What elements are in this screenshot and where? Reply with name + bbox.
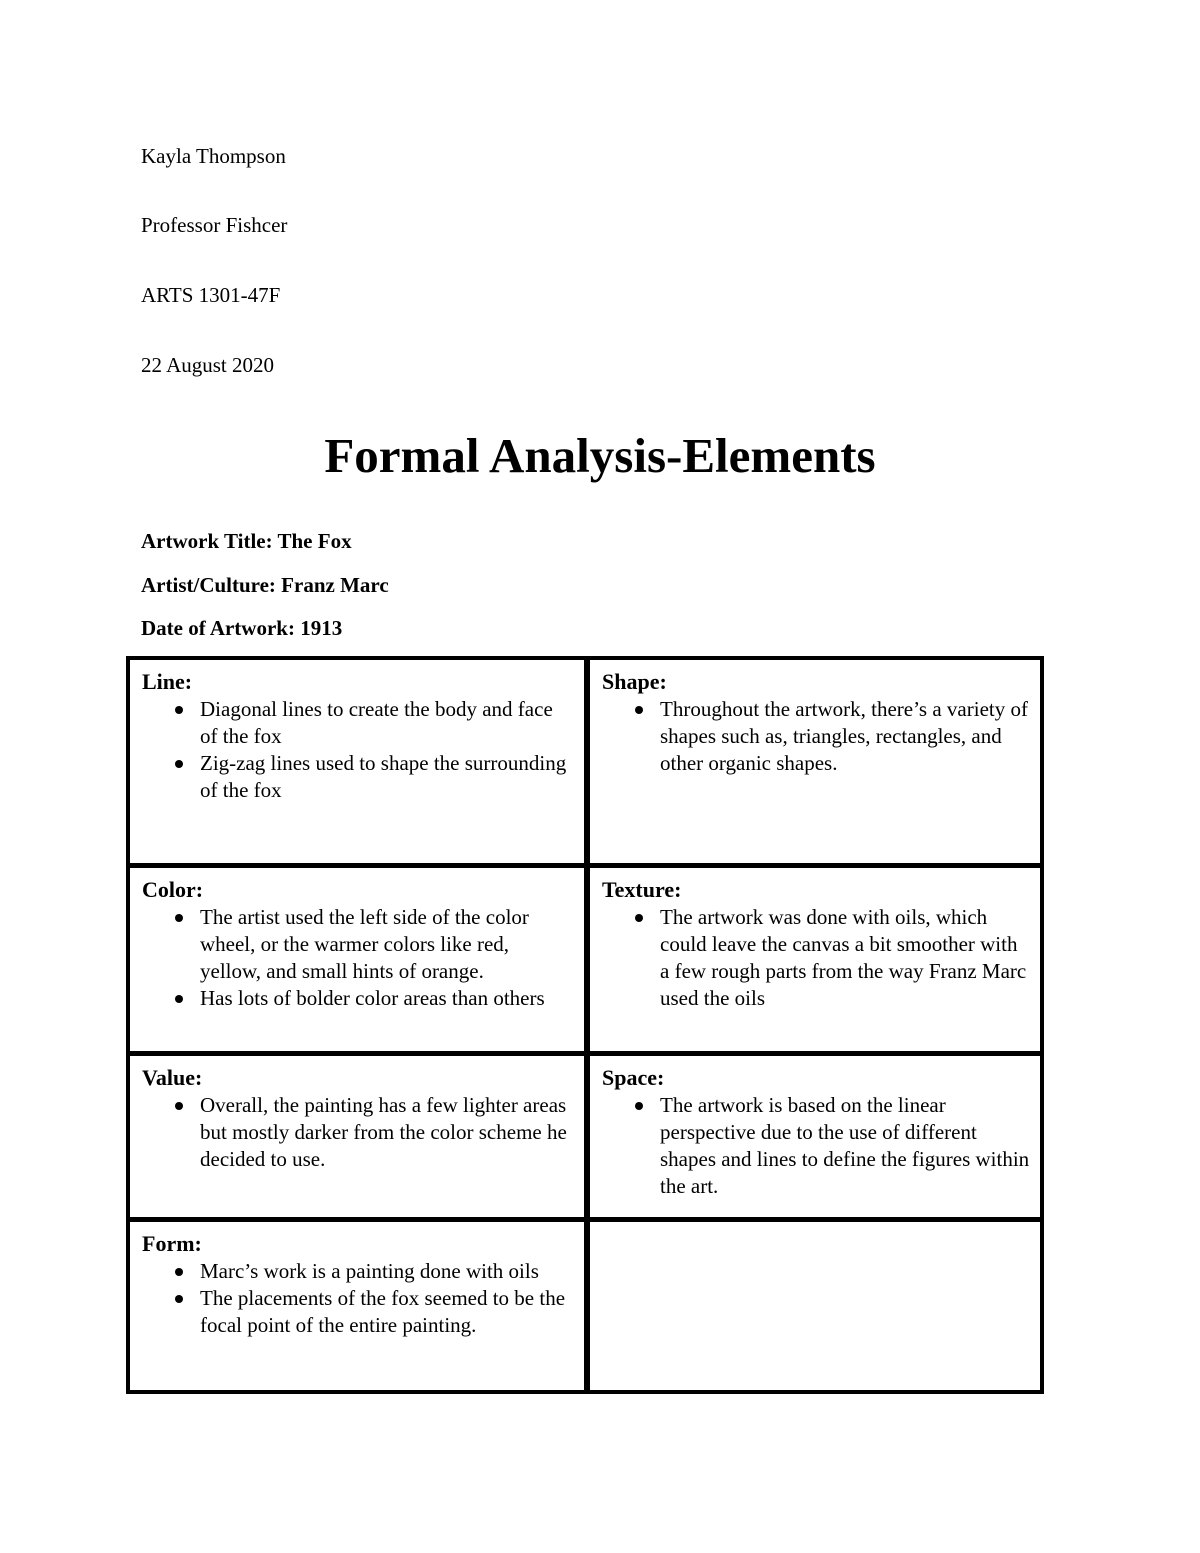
bullet-icon	[175, 995, 183, 1003]
list-item: The artwork is based on the linear perspective due to the use of different shapes and lines to define the figures within the art.	[602, 1092, 1030, 1200]
artwork-date-line: Date of Artwork: 1913	[141, 616, 343, 640]
bullet-icon	[175, 914, 183, 922]
bullet-icon	[175, 760, 183, 768]
cell-heading-shape: Shape:	[602, 669, 667, 694]
shape-list	[602, 696, 1030, 777]
cell-color	[130, 868, 584, 1051]
professor-name: Professor Fishcer	[141, 213, 288, 237]
bullet-icon	[175, 1102, 183, 1110]
list-item: The artwork was done with oils, which could leave the canvas a bit smoother with a few rough parts from the way Franz Marc used the oils	[602, 904, 1030, 1012]
space-list	[602, 1092, 1030, 1200]
elements-table	[126, 656, 1044, 1394]
bullet-icon	[175, 1268, 183, 1276]
document-date: 22 August 2020	[141, 353, 275, 377]
document-title: Formal Analysis-Elements	[324, 428, 876, 483]
list-item: Marc’s work is a painting done with oils	[142, 1258, 574, 1285]
student-name: Kayla Thompson	[141, 144, 286, 168]
cell-heading-line: Line:	[142, 669, 193, 694]
cell-empty	[590, 1222, 1040, 1390]
bullet-icon	[635, 914, 643, 922]
course-code: ARTS 1301-47F	[141, 283, 281, 307]
list-item: The artist used the left side of the color wheel, or the warmer colors like red, yellow, and small hints of orange.	[142, 904, 574, 985]
cell-value	[130, 1056, 584, 1217]
cell-heading-color: Color:	[142, 877, 204, 902]
artwork-title-line: Artwork Title: The Fox	[141, 529, 352, 553]
cell-heading-space: Space:	[602, 1065, 665, 1090]
form-list	[142, 1258, 574, 1339]
artist-culture-line: Artist/Culture: Franz Marc	[141, 573, 389, 597]
list-item: Overall, the painting has a few lighter areas but mostly darker from the color scheme he decided to use.	[142, 1092, 574, 1173]
cell-texture	[590, 868, 1040, 1051]
value-list	[142, 1092, 574, 1173]
bullet-icon	[175, 1295, 183, 1303]
texture-list	[602, 904, 1030, 1012]
list-item: Has lots of bolder color areas than others	[142, 985, 574, 1012]
list-item: The placements of the fox seemed to be the focal point of the entire painting.	[142, 1285, 574, 1339]
line-list	[142, 696, 574, 804]
list-item: Throughout the artwork, there’s a variety of shapes such as, triangles, rectangles, and other organic shapes.	[602, 696, 1030, 777]
bullet-icon	[635, 706, 643, 714]
bullet-icon	[175, 706, 183, 714]
cell-heading-form: Form:	[142, 1231, 202, 1256]
cell-form	[130, 1222, 584, 1390]
color-list	[142, 904, 574, 1012]
cell-heading-texture: Texture:	[602, 877, 682, 902]
cell-heading-value: Value:	[142, 1065, 203, 1090]
cell-space	[590, 1056, 1040, 1217]
cell-shape	[590, 660, 1040, 863]
list-item: Zig-zag lines used to shape the surrounding of the fox	[142, 750, 574, 804]
list-item: Diagonal lines to create the body and face of the fox	[142, 696, 574, 750]
bullet-icon	[635, 1102, 643, 1110]
cell-line	[130, 660, 584, 863]
